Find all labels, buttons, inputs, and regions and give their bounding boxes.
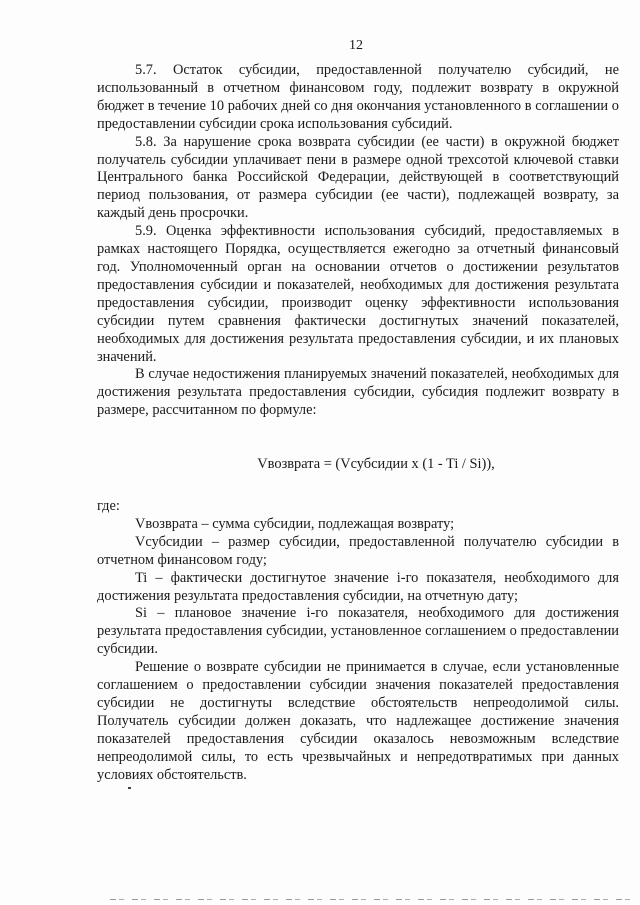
definition-ti: Ti – фактически достигнутое значение i-го показателя, необходимого для достижения результата предоставления субсидии, на отчетную дату; (97, 569, 619, 604)
paragraph-5-9: 5.9. Оценка эффективности использования субсидий, предоставляемых в рамках настоящего Порядка, осуществляется ежегодно за отчетный финансовый год. Уполномоченный орган на основании отчетов о достижении результатов предоставления субсидии и показателей, необходимых для достижения результата предоставления субсидии, производит оценку эффективности использования субсидии путем сравнения фактически достигнутых значений показателей, необходимых для достижения результата предоставления субсидии, и их плановых значений. (97, 223, 619, 365)
scan-speck (128, 787, 131, 789)
page-number: 12 (349, 38, 363, 53)
scan-bottom-edge (110, 899, 630, 900)
definition-si: Si – плановое значение i-го показателя, необходимого для достижения результата предоставления субсидии, установленное соглашением о предоставлении субсидии. (97, 605, 619, 658)
definition-v-return: Vвозврата – сумма субсидии, подлежащая возврату; (135, 515, 455, 532)
paragraph-5-7: 5.7. Остаток субсидии, предоставленной получателю субсидий, не использованный в отчетном финансовом году, подлежит возврату в окружной бюджет в течение 10 рабочих дней со дня окончания установленного в соглашении о предоставлении субсидии срока использования субсидий. (97, 62, 619, 132)
document-body (97, 62, 619, 785)
where-label: где: (97, 498, 120, 515)
definition-v-subsidy: Vсубсидии – размер субсидии, предоставленной получателю субсидии в отчетном финансовом году; (97, 533, 619, 568)
paragraph-5-8: 5.8. За нарушение срока возврата субсидии (ее части) в окружной бюджет получатель субсидии уплачивает пени в размере одной трехсотой ключевой ставки Центрального банка Российской Федерации, действующей в соответствующий период пользования, от размера субсидии (ее части), подлежащей возврату, за каждый день просрочки. (97, 133, 619, 222)
formula: Vвозврата = (Vсубсидии x (1 - Ti / Si)), (257, 456, 495, 473)
paragraph-case: В случае недостижения планируемых значений показателей, необходимых для достижения результата предоставления субсидии, субсидия подлежит возврату в размере, рассчитанном по формуле: (97, 366, 619, 419)
paragraph-decision: Решение о возврате субсидии не принимается в случае, если установленные соглашением о предоставлении субсидии значения показателей предоставления субсидии не достигнуты вследствие обстоятельств непреодолимой силы. Получатель субсидии должен доказать, что надлежащее достижение значения показателей предоставления субсидии оказалось невозможным вследствие непреодолимой силы, то есть чрезвычайных и непредотвратимых при данных условиях обстоятельств. (97, 659, 619, 783)
